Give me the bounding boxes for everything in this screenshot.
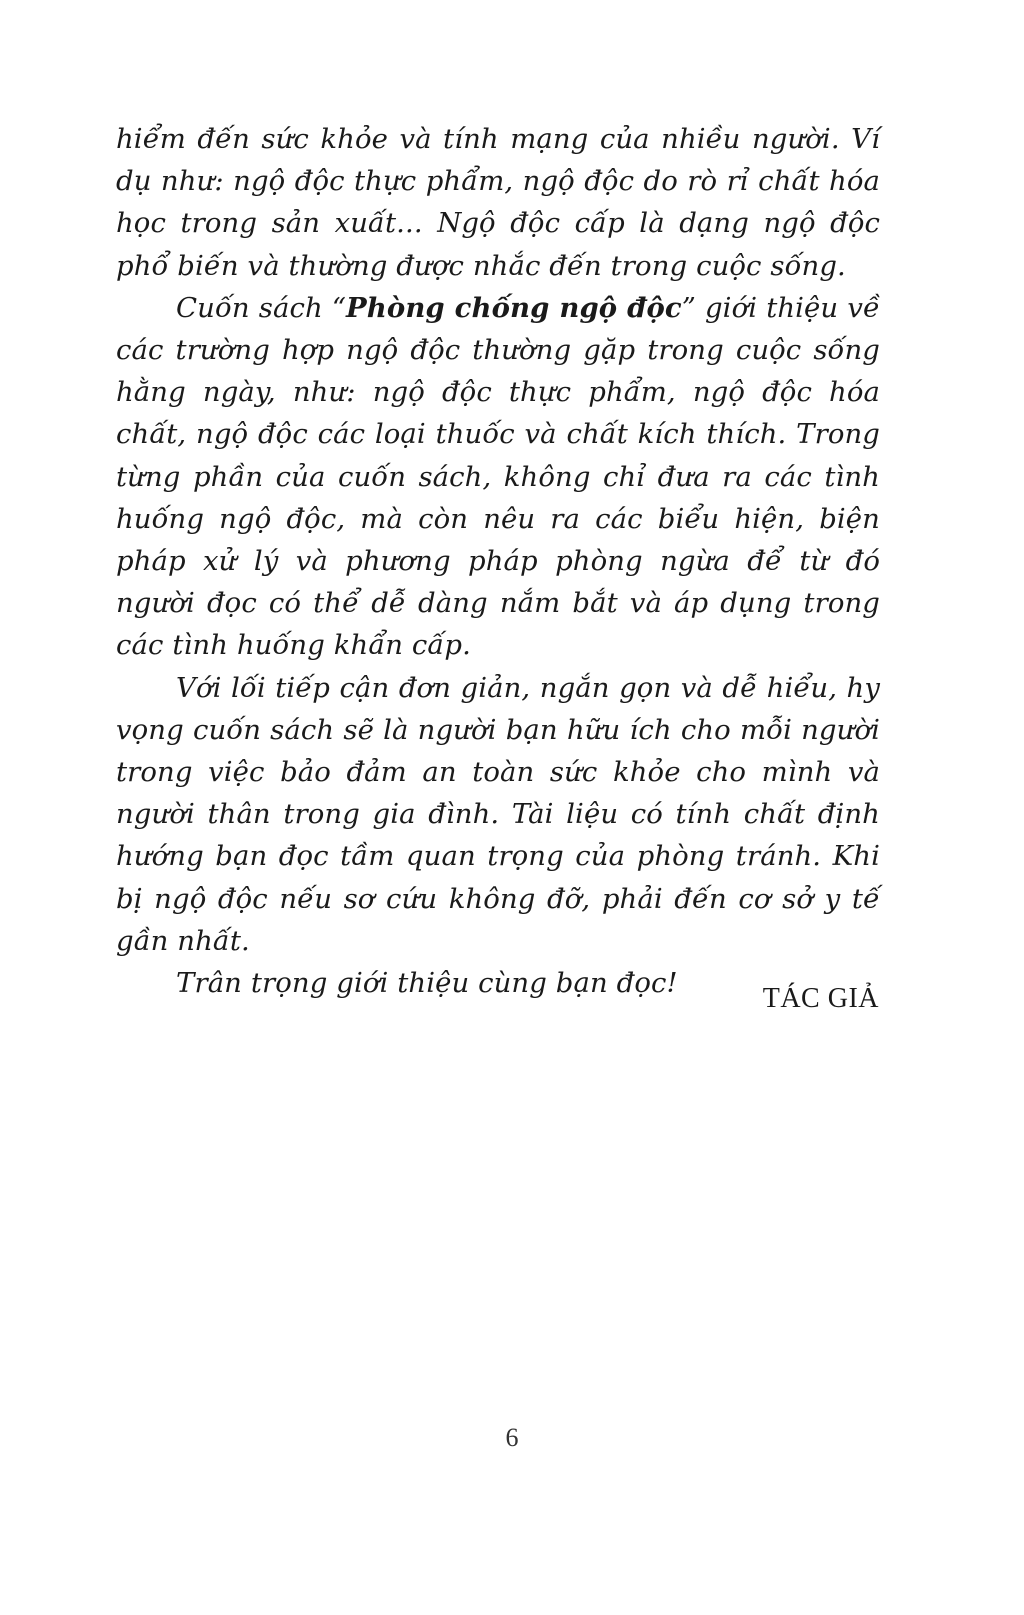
paragraph-2-lead: Cuốn sách “ bbox=[176, 291, 347, 324]
paragraph-4: Trân trọng giới thiệu cùng bạn đọc! bbox=[176, 967, 678, 1000]
paragraph-1: hiểm đến sức khỏe và tính mạng của nhiều người. Ví dụ như: ngộ độc thực phẩm, ngộ độc do rò rỉ chất hóa học trong sản xuất... Ngộ độc cấp là dạng ngộ độc phổ biến và thường được nhắc đến trong cuộc sống. bbox=[116, 123, 880, 282]
page-number: 6 bbox=[505, 1423, 519, 1452]
paragraph-3: Với lối tiếp cận đơn giản, ngắn gọn và dễ hiểu, hy vọng cuốn sách sẽ là người bạn hữu ích cho mỗi người trong việc bảo đảm an toàn sức khỏe cho mình và người thân trong gia đình. Tài liệu có tính chất định hướng bạn đọc tầm quan trọng của phòng tránh. Khi bị ngộ độc nếu sơ cứu không đỡ, phải đến cơ sở y tế gần nhất. bbox=[116, 671, 880, 957]
book-title: Phòng chống ngộ độc bbox=[346, 291, 682, 324]
author-signature: TÁC GIẢ bbox=[762, 983, 879, 1014]
paragraph-2 bbox=[116, 287, 880, 667]
paragraph-2-rest: ” giới thiệu về các trường hợp ngộ độc thường gặp trong cuộc sống hằng ngày, như: ngộ độc thực phẩm, ngộ độc hóa chất, ngộ độc các loại thuốc và chất kích thích. Trong từng phần của cuốn sách, không chỉ đưa ra các tình huống ngộ độc, mà còn nêu ra các biểu hiện, biện pháp xử lý và phương pháp phòng ngừa để từ đó người đọc có thể dễ dàng nắm bắt và áp dụng trong các tình huống khẩn cấp. bbox=[116, 291, 880, 662]
body-text bbox=[116, 118, 880, 1004]
